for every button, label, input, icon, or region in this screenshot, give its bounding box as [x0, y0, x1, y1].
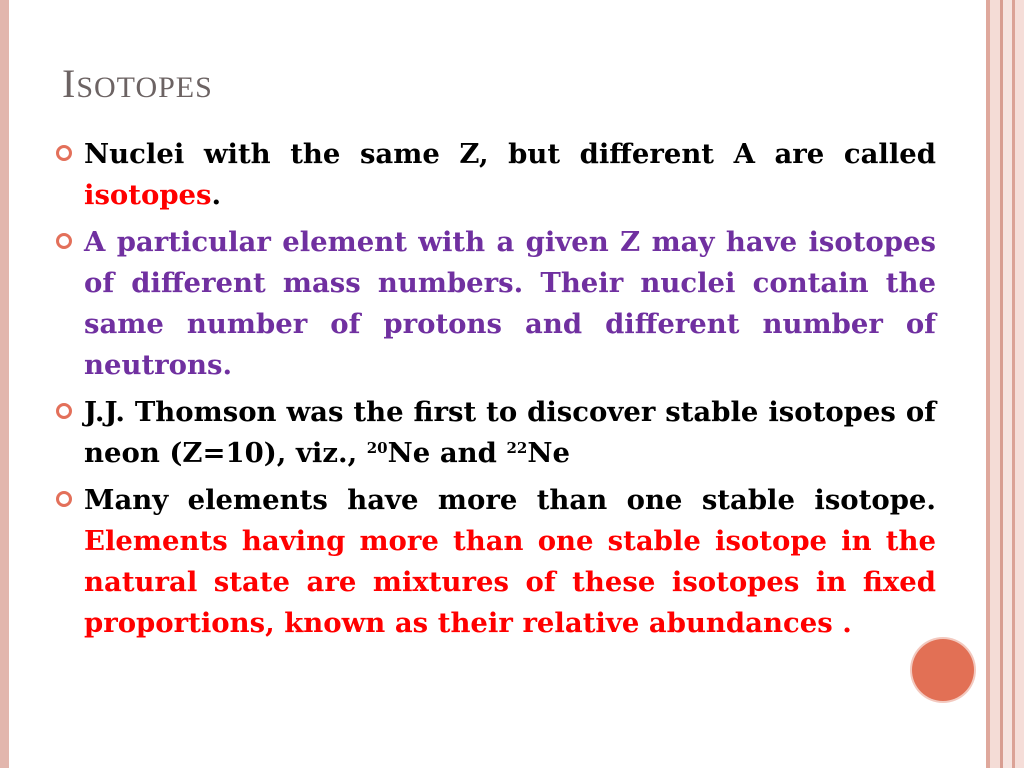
bullet-1-end: . — [211, 179, 222, 211]
right-frame-border — [986, 0, 1024, 768]
bullet-text — [84, 392, 936, 474]
bullet-item — [56, 480, 936, 644]
bullet-4-text: Many elements have more than one stable isotope. — [84, 484, 936, 516]
circle-bullet-icon — [56, 403, 72, 419]
bullet-1-highlight: isotopes — [84, 179, 212, 211]
slide-body — [56, 134, 936, 650]
bullet-3-text: J.J. Thomson was the first to discover stable isotopes of neon (Z=10), viz., — [84, 396, 936, 469]
circle-bullet-icon — [56, 233, 72, 249]
title-rest: SOTOPES — [76, 71, 213, 104]
bullet-3-end: Ne — [527, 437, 570, 469]
bullet-text — [84, 134, 936, 216]
bullet-item — [56, 392, 936, 474]
bullet-item — [56, 134, 936, 216]
bullet-2-text: A particular element with a given Z may have isotopes of different mass numbers. Their nuclei contain the same number of protons and different number of neutrons. — [84, 226, 936, 381]
circle-bullet-icon — [56, 491, 72, 507]
bullet-item — [56, 222, 936, 386]
bullet-3-mid: Ne and — [387, 437, 507, 469]
mass-number-22: 22 — [506, 439, 528, 457]
bullet-4-highlight: Elements having more than one stable isotope in the natural state are mixtures of these isotopes in fixed proportions, known as their relative abundances . — [84, 525, 936, 639]
bullet-1-text: Nuclei with the same Z, but different A are called — [84, 138, 936, 170]
circle-bullet-icon — [56, 145, 72, 161]
slide-title — [62, 60, 213, 107]
left-frame-bar — [0, 0, 9, 768]
title-initial: I — [62, 61, 77, 106]
bullet-text — [84, 480, 936, 644]
mass-number-20: 20 — [366, 439, 388, 457]
